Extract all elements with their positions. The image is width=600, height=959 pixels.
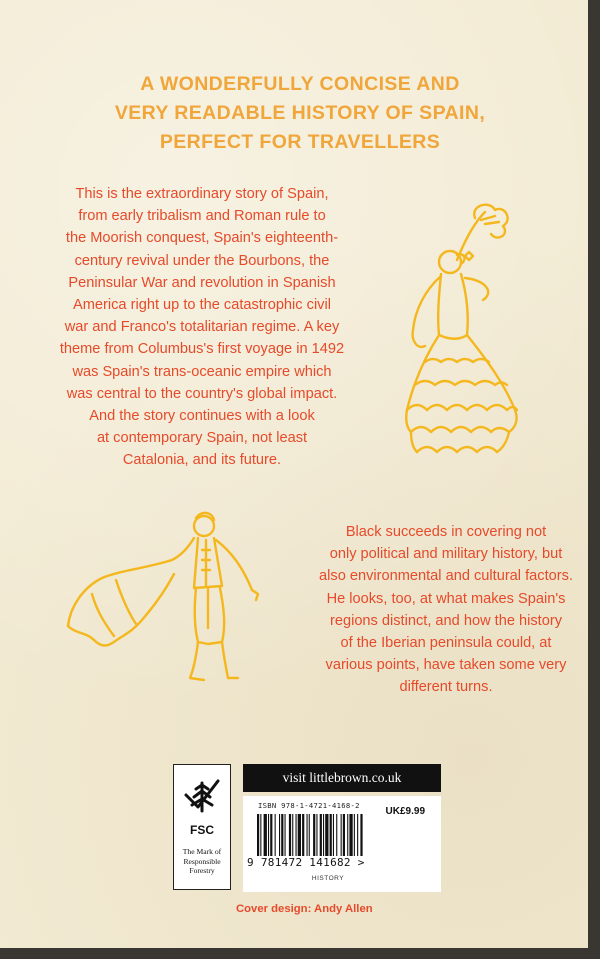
paragraph-line: different turns. xyxy=(399,679,493,696)
paragraph-line: was Spain's trans-oceanic empire which xyxy=(72,363,332,380)
tagline-line: A WONDERFULLY CONCISE AND xyxy=(140,73,460,95)
paragraph-line: century revival under the Bourbons, the xyxy=(74,252,330,269)
flamenco-dancer-illustration xyxy=(395,200,525,480)
matador-illustration xyxy=(62,508,277,688)
paragraph-line: America right up to the catastrophic civil xyxy=(73,297,331,314)
barcode-icon xyxy=(257,814,397,856)
paragraph-line: only political and military history, but xyxy=(329,546,563,563)
isbn-barcode-panel xyxy=(243,796,441,892)
price-label: UK£9.99 xyxy=(385,806,425,817)
paragraph-line: at contemporary Spain, not least xyxy=(96,430,308,447)
isbn-text: ISBN 978-1-4721-4168-2 xyxy=(258,801,360,810)
fsc-note-line: Responsible xyxy=(183,856,221,866)
paragraph-line: Black succeeds in covering not xyxy=(345,524,547,540)
paragraph-line: the Moorish conquest, Spain's eighteenth- xyxy=(65,230,339,247)
barcode-digits: 9 781472 141682 > xyxy=(247,856,365,869)
fsc-note-line: The Mark of xyxy=(182,847,222,856)
publisher-website-banner: visit littlebrown.co.uk xyxy=(243,764,441,792)
paragraph-line: He looks, too, at what makes Spain's xyxy=(326,590,566,607)
paragraph-line: And the story continues with a look xyxy=(89,408,315,425)
paragraph-line: This is the extraordinary story of Spain, xyxy=(75,186,329,202)
tagline-line: VERY READABLE HISTORY OF SPAIN, xyxy=(114,102,486,124)
review-paragraph xyxy=(278,521,600,699)
paragraph-line: regions distinct, and how the history xyxy=(329,612,562,629)
cover-design-credit: Cover design: Andy Allen xyxy=(236,903,373,915)
paragraph-line: Peninsular War and revolution in Spanish xyxy=(68,274,336,291)
paragraph-line: theme from Columbus's first voyage in 1492 xyxy=(59,341,345,358)
paragraph-line: also environmental and cultural factors. xyxy=(319,568,573,585)
paragraph-line: from early tribalism and Roman rule to xyxy=(78,208,326,225)
paragraph-line: war and Franco's totalitarian regime. A key xyxy=(64,319,340,336)
fsc-note xyxy=(175,847,229,876)
tagline xyxy=(40,70,560,157)
paragraph-line: Catalonia, and its future. xyxy=(122,452,282,469)
subject-category: HISTORY xyxy=(311,875,345,882)
fsc-note-line: Forestry xyxy=(189,866,215,875)
fsc-certification-logo xyxy=(173,764,231,890)
paragraph-line: various points, have taken some very xyxy=(325,657,567,674)
paragraph-line: of the Iberian peninsula could, at xyxy=(340,635,552,652)
description-paragraph xyxy=(52,183,352,472)
tree-checkmark-icon xyxy=(180,773,224,817)
paragraph-line: was central to the country's global impact. xyxy=(66,385,338,402)
tagline-line: PERFECT FOR TRAVELLERS xyxy=(159,131,441,153)
fsc-label: FSC xyxy=(190,823,214,837)
